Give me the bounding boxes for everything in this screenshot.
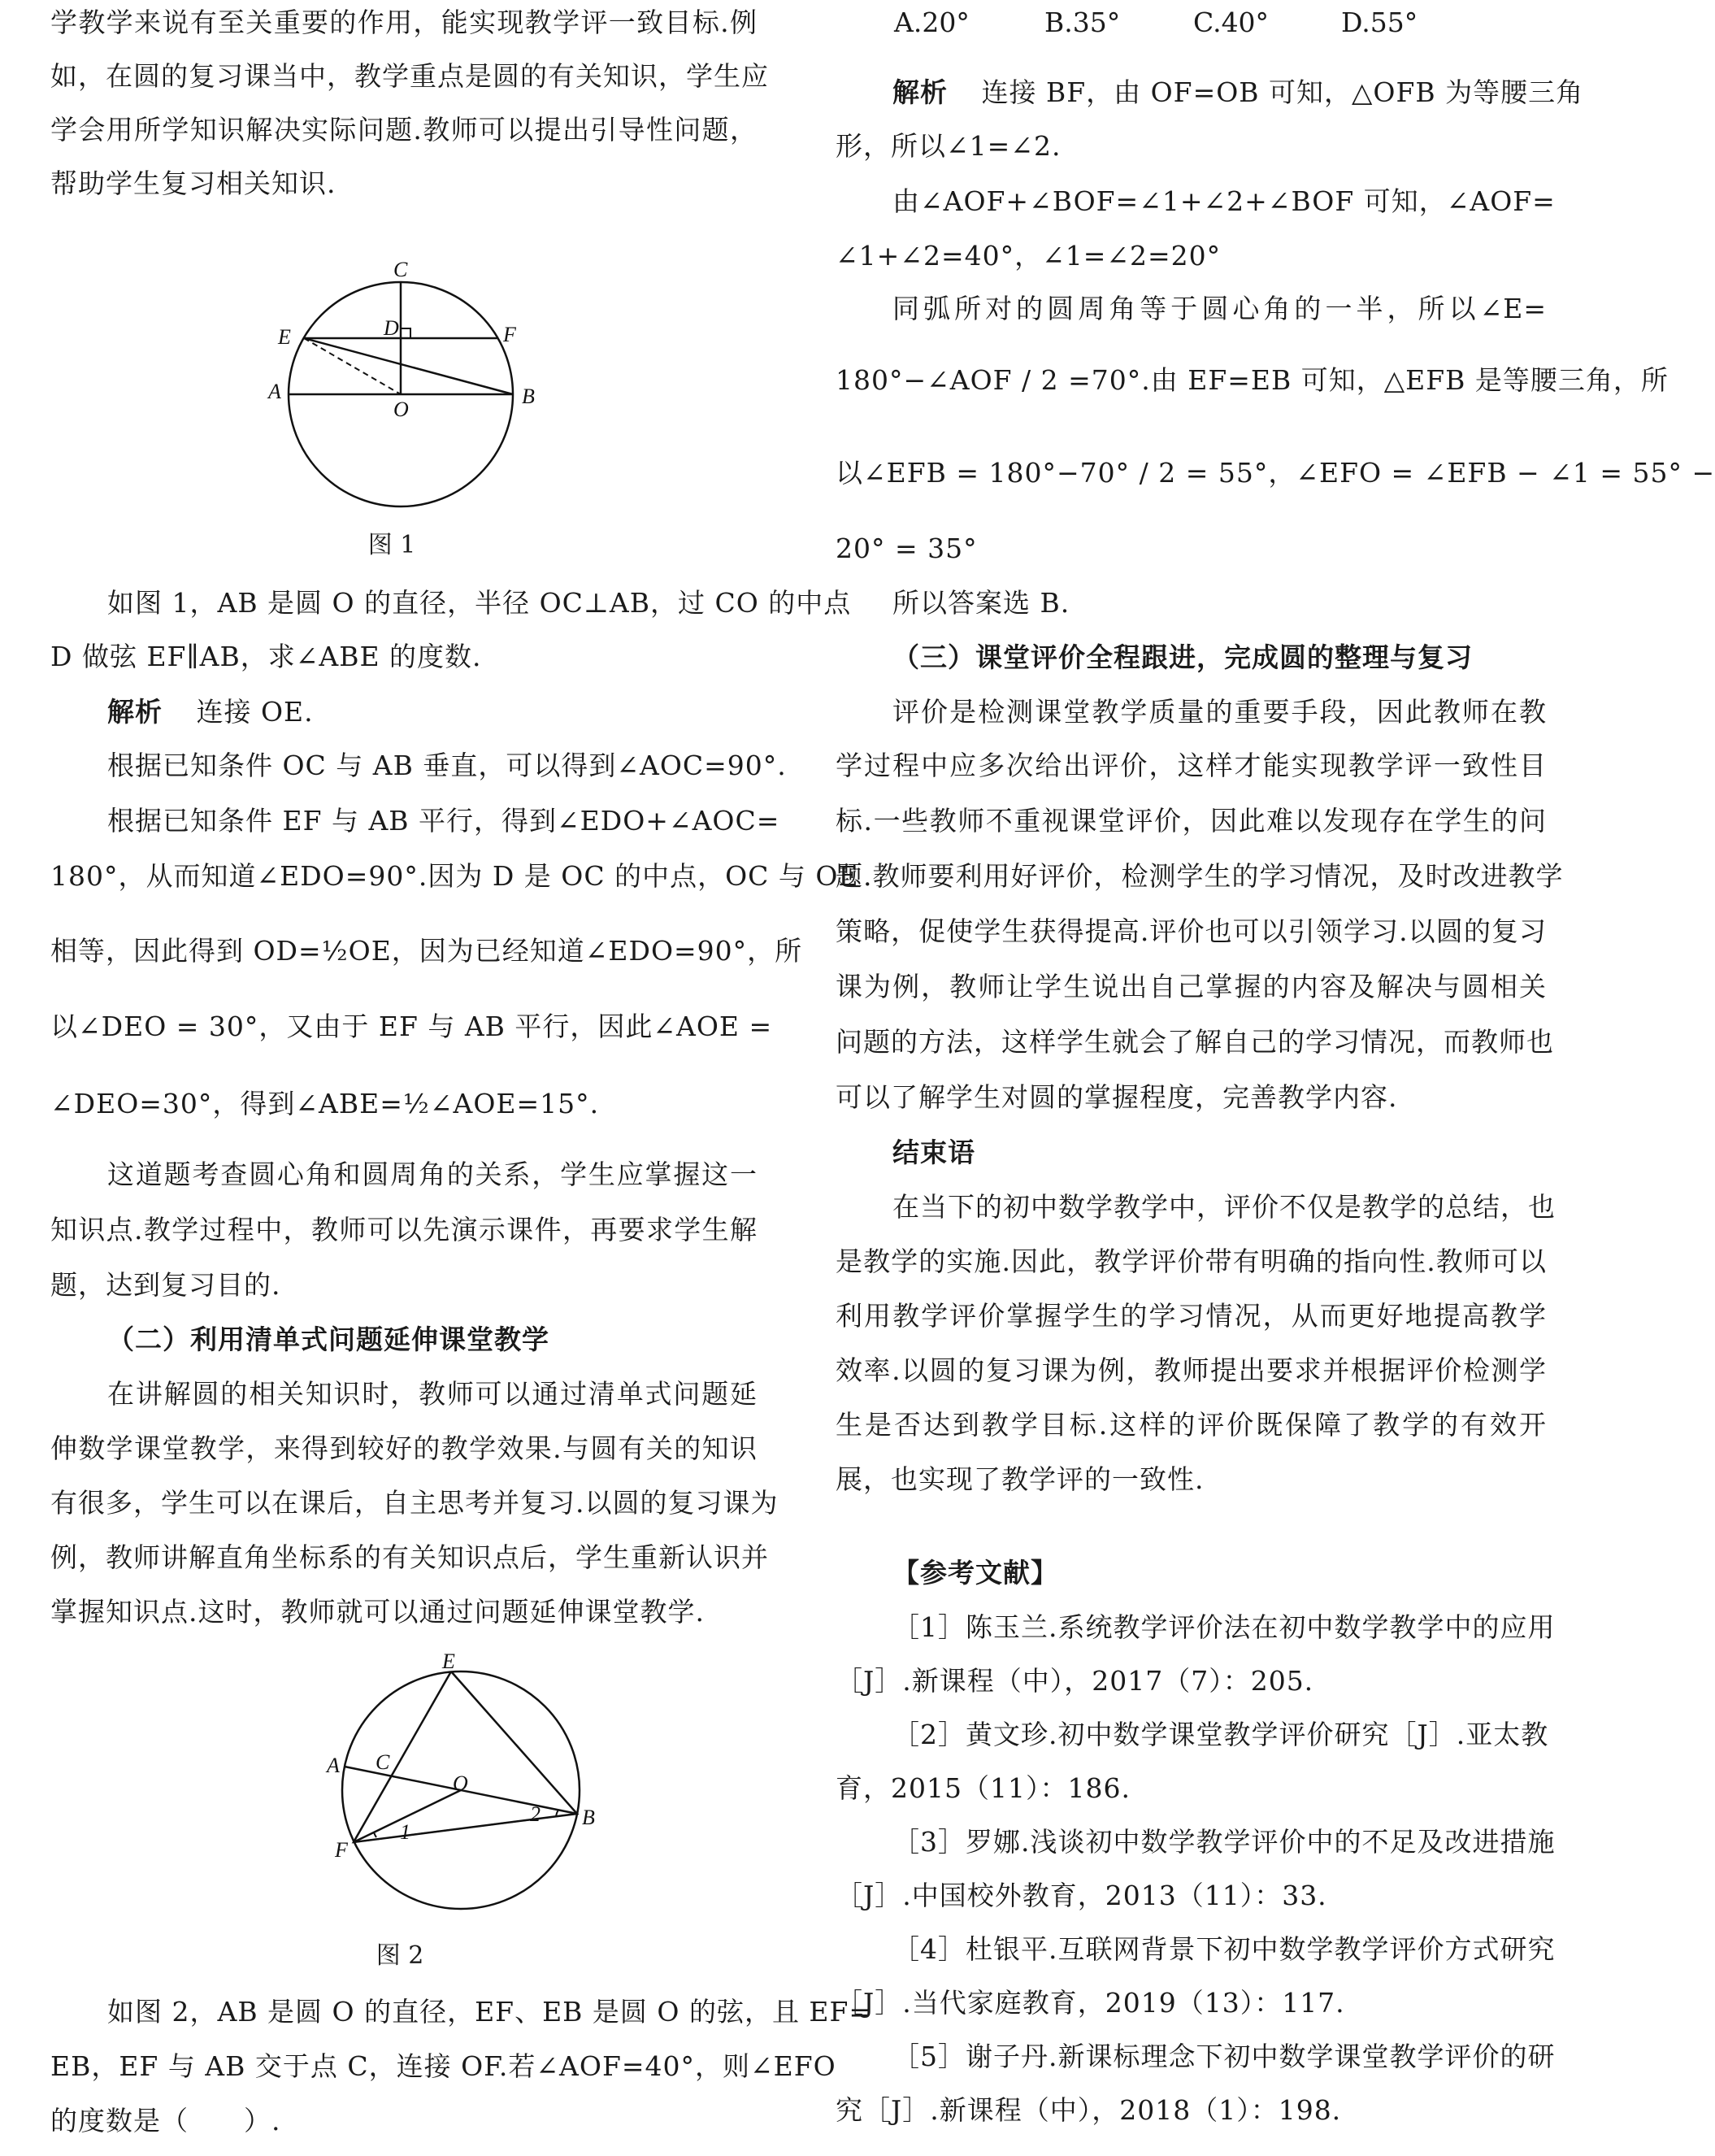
fig1-segment-oe: [304, 338, 401, 394]
conclusion-line: 利用教学评价掌握学生的学习情况，从而更好地提高教学: [836, 1300, 1547, 1332]
fig1-label-c: C: [393, 258, 408, 281]
reference-line: ［2］黄文珍.初中数学课堂教学评价研究［J］.亚太教: [892, 1719, 1549, 1750]
solution1-line: 根据已知条件 OC 与 AB 垂直，可以得到∠AOC=90°.: [107, 750, 787, 781]
section3-line: 学过程中应多次给出评价，这样才能实现教学评一致性目: [836, 750, 1547, 781]
section3-line: 可以了解学生对圆的掌握程度，完善教学内容.: [836, 1081, 1398, 1113]
option-c: C.40°: [1193, 7, 1270, 38]
figure-1-diagram: [254, 244, 636, 512]
analysis1-label: 解析: [107, 696, 163, 728]
figure-2-caption: 图 2: [376, 1941, 424, 1970]
conclusion-line: 效率.以圆的复习课为例，教师提出要求并根据评价检测学: [836, 1354, 1547, 1386]
intro-line: 学会用所学知识解决实际问题.教师可以提出引导性问题，: [50, 114, 758, 146]
fig2-label-o: O: [453, 1771, 468, 1795]
option-d: D.55°: [1341, 7, 1418, 38]
analysis2-line: 由∠AOF+∠BOF=∠1+∠2+∠BOF 可知，∠AOF=: [892, 185, 1556, 217]
analysis2-line: 180°−∠AOF / 2 =70°.由 EF=EB 可知，△EFB 是等腰三角，所: [836, 364, 1669, 396]
analysis2-line: ∠1+∠2=40°，∠1=∠2=20°: [836, 240, 1222, 272]
intro-line: 帮助学生复习相关知识.: [50, 167, 336, 199]
section3-heading: （三）课堂评价全程跟进，完成圆的整理与复习: [892, 641, 1473, 673]
analysis1-row: [50, 696, 758, 728]
solution1-line: 根据已知条件 EF 与 AB 平行，得到∠EDO+∠AOC=: [107, 805, 780, 837]
fig2-label-a: A: [327, 1754, 340, 1777]
analysis2-text: 连接 BF，由 OF=OB 可知，△OFB 为等腰三角: [981, 76, 1584, 108]
reference-line: ［1］陈玉兰.系统教学评价法在初中数学教学中的应用: [892, 1611, 1556, 1643]
analysis2-line: 所以答案选 B.: [892, 587, 1070, 619]
reference-line: ［J］.当代家庭教育，2019（13）：117.: [836, 1987, 1345, 2019]
fig1-label-e: E: [278, 325, 291, 349]
fig2-label-c: C: [376, 1750, 390, 1774]
fig2-label-angle1: 1: [400, 1820, 410, 1844]
reference-line: ［J］.新课程（中），2017（7）：205.: [836, 1665, 1314, 1697]
fig2-label-e: E: [442, 1650, 455, 1673]
section3-line: 评价是检测课堂教学质量的重要手段，因此教师在教: [892, 696, 1547, 728]
references-heading: 【参考文献】: [892, 1557, 1058, 1589]
intro-line: 学教学来说有至关重要的作用，能实现教学评一致目标.例: [50, 7, 758, 38]
figure-1-caption: 图 1: [367, 531, 416, 559]
remark-line: 这道题考查圆心角和圆周角的关系，学生应掌握这一: [107, 1158, 758, 1190]
conclusion-line: 生是否达到教学目标.这样的评价既保障了教学的有效开: [836, 1409, 1547, 1441]
solution1-line: 相等，因此得到 OD=½OE，因为已经知道∠EDO=90°，所: [50, 935, 803, 967]
reference-line: ［5］谢子丹.新课标理念下初中数学课堂教学评价的研: [892, 2041, 1556, 2072]
section2-line: 例，教师讲解直角坐标系的有关知识点后，学生重新认识并: [50, 1541, 769, 1573]
analysis1-text: 连接 OE.: [196, 696, 314, 728]
fig1-label-a: A: [268, 380, 281, 403]
problem2-line: EB，EF 与 AB 交于点 C，连接 OF.若∠AOF=40°，则∠EFO: [50, 2050, 836, 2082]
section2-line: 掌握知识点.这时，教师就可以通过问题延伸课堂教学.: [50, 1596, 705, 1628]
section3-line: 标.一些教师不重视课堂评价，因此难以发现存在学生的问: [836, 805, 1547, 837]
fig1-label-f: F: [503, 323, 516, 346]
analysis2-label: 解析: [892, 76, 948, 108]
fig2-label-f: F: [335, 1838, 348, 1862]
fig2-label-angle2: 2: [530, 1802, 541, 1826]
fig1-right-angle-mark: [401, 328, 410, 338]
fig2-angle1-arc: [374, 1832, 376, 1837]
solution1-line: 以∠DEO = 30°，又由于 EF 与 AB 平行，因此∠AOE =: [50, 1011, 773, 1042]
conclusion-line: 是教学的实施.因此，教学评价带有明确的指向性.教师可以: [836, 1245, 1547, 1277]
conclusion-line: 在当下的初中数学教学中，评价不仅是教学的总结，也: [892, 1191, 1556, 1223]
solution1-line: 180°，从而知道∠EDO=90°.因为 D 是 OC 的中点，OC 与 OE: [50, 860, 859, 892]
section3-line: 策略，促使学生获得提高.评价也可以引领学习.以圆的复习: [836, 915, 1547, 947]
fig2-label-b: B: [582, 1806, 595, 1829]
reference-line: ［4］杜银平.互联网背景下初中数学教学评价方式研究: [892, 1933, 1556, 1965]
analysis2-row: [836, 76, 1584, 109]
section2-heading: （二）利用清单式问题延伸课堂教学: [107, 1324, 549, 1355]
section3-line: 课为例，教师让学生说出自己掌握的内容及解决与圆相关: [836, 971, 1547, 1002]
section2-line: 在讲解圆的相关知识时，教师可以通过清单式问题延: [107, 1378, 758, 1410]
section2-line: 伸数学课堂教学，来得到较好的教学效果.与圆有关的知识: [50, 1432, 758, 1464]
option-a: A.20°: [894, 7, 970, 38]
section3-line: 问题的方法，这样学生就会了解自己的学习情况，而教师也: [836, 1026, 1554, 1058]
option-b: B.35°: [1044, 7, 1121, 38]
remark-line: 知识点.教学过程中，教师可以先演示课件，再要求学生解: [50, 1214, 758, 1245]
reference-line: ［3］罗娜.浅谈初中数学教学评价中的不足及改进措施: [892, 1826, 1556, 1858]
reference-line: 究［J］.新课程（中），2018（1）：198.: [836, 2094, 1342, 2126]
answer-options: [894, 7, 1528, 39]
section3-line: 题.教师要利用好评价，检测学生的学习情况，及时改进教学: [836, 860, 1564, 892]
solution1-line: ∠DEO=30°，得到∠ABE=½∠AOE=15°.: [50, 1088, 600, 1119]
conclusion-heading: 结束语: [892, 1137, 975, 1168]
intro-line: 如，在圆的复习课当中，教学重点是圆的有关知识，学生应: [50, 60, 769, 92]
fig1-segment-eb: [304, 338, 513, 394]
section2-line: 有很多，学生可以在课后，自主思考并复习.以圆的复习课为: [50, 1487, 779, 1519]
analysis2-line: 20° = 35°: [836, 532, 978, 564]
analysis2-line: 同弧所对的圆周角等于圆心角的一半，所以∠E=: [892, 293, 1547, 324]
problem2-line: 如图 2，AB 是圆 O 的直径，EF、EB 是圆 O 的弦，且 EF=: [107, 1996, 873, 2028]
fig1-label-o: O: [393, 398, 409, 421]
analysis2-line: 形，所以∠1=∠2.: [836, 130, 1062, 162]
conclusion-line: 展，也实现了教学评的一致性.: [836, 1463, 1205, 1495]
problem2-line: 的度数是（ ）.: [50, 2105, 281, 2136]
figure-2-diagram: [270, 1650, 627, 1902]
reference-line: 育，2015（11）：186.: [836, 1772, 1131, 1804]
problem1-line: D 做弦 EF∥AB，求∠ABE 的度数.: [50, 641, 482, 672]
reference-line: ［J］.中国校外教育，2013（11）：33.: [836, 1880, 1327, 1911]
fig1-label-b: B: [522, 385, 535, 408]
problem1-line: 如图 1，AB 是圆 O 的直径，半径 OC⊥AB，过 CO 的中点: [107, 587, 852, 619]
analysis2-line: 以∠EFB = 180°−70° / 2 = 55°，∠EFO = ∠EFB − ∠1 = 55° −: [836, 457, 1715, 489]
remark-line: 题，达到复习目的.: [50, 1269, 281, 1301]
fig1-label-d: D: [384, 316, 399, 340]
